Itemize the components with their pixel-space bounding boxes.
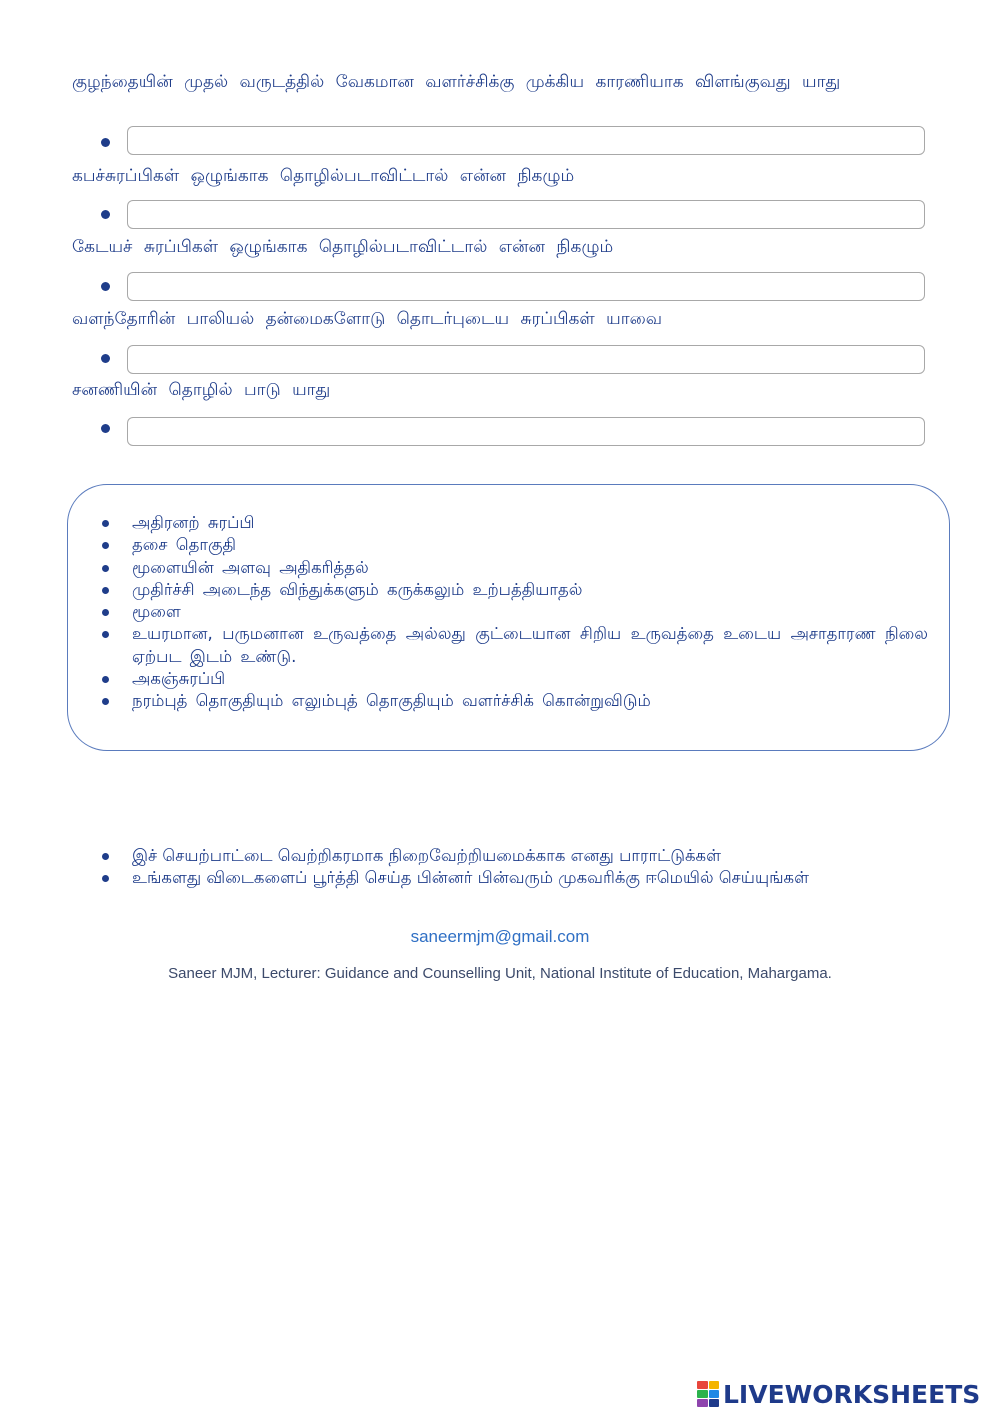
word-bank-item[interactable]: அதிரனற் சுரப்பி bbox=[96, 512, 928, 534]
author-credit: Saneer MJM, Lecturer: Guidance and Counselling Unit, National Institute of Education, Mahargama. bbox=[168, 965, 832, 982]
logo-cell bbox=[709, 1381, 720, 1389]
answer-input-1[interactable] bbox=[127, 126, 925, 155]
word-bank-item[interactable]: அகஞ்சுரப்பி bbox=[96, 668, 928, 690]
bullet-5 bbox=[101, 424, 110, 433]
contact-email[interactable]: saneermjm@gmail.com bbox=[410, 927, 590, 946]
answer-input-5[interactable] bbox=[127, 417, 925, 446]
answer-input-3[interactable] bbox=[127, 272, 925, 301]
question-2: கபச்சுரப்பிகள் ஒழுங்காக தொழில்படாவிட்டால் என்ன நிகழும் bbox=[72, 166, 575, 186]
bullet-3 bbox=[101, 282, 110, 291]
bullet-1 bbox=[101, 138, 110, 147]
word-bank-item[interactable]: தசை தொகுதி bbox=[96, 534, 928, 556]
logo-cell bbox=[709, 1399, 720, 1407]
logo-cell bbox=[709, 1390, 720, 1398]
note-item: உங்களது விடைகளைப் பூர்த்தி செய்த பின்னர் பின்வரும் முகவரிக்கு ஈமெயில் செய்யுங்கள் bbox=[96, 867, 876, 889]
closing-notes bbox=[96, 845, 876, 890]
bullet-4 bbox=[101, 354, 110, 363]
liveworksheets-brand bbox=[697, 1378, 980, 1410]
word-bank-item[interactable]: முதிர்ச்சி அடைந்த விந்துக்களும் கருக்கலும் உற்பத்தியாதல் bbox=[96, 579, 928, 601]
question-5: சனணியின் தொழில் பாடு யாது bbox=[72, 380, 331, 400]
logo-cell bbox=[697, 1381, 708, 1389]
liveworksheets-logo-icon bbox=[697, 1381, 719, 1407]
word-bank-item[interactable]: உயரமான, பருமனான உருவத்தை அல்லது குட்டையான சிறிய உருவத்தை உடைய அசாதாரண நிலை ஏற்பட இடம் உண்டு. bbox=[96, 623, 928, 668]
question-3: கேடயச் சுரப்பிகள் ஒழுங்காக தொழில்படாவிட்டால் என்ன நிகழும் bbox=[72, 237, 614, 257]
question-4: வளந்தோரின் பாலியல் தன்மைகளோடு தொடர்புடைய சுரப்பிகள் யாவை bbox=[72, 309, 662, 329]
bullet-2 bbox=[101, 210, 110, 219]
word-bank-item[interactable]: மூளை bbox=[96, 601, 928, 623]
answer-input-4[interactable] bbox=[127, 345, 925, 374]
word-bank-item[interactable]: நரம்புத் தொகுதியும் எலும்புத் தொகுதியும் வளர்ச்சிக் கொன்றுவிடும் bbox=[96, 690, 928, 712]
note-item: இச் செயற்பாட்டை வெற்றிகரமாக நிறைவேற்றியமைக்காக எனது பாராட்டுக்கள் bbox=[96, 845, 876, 867]
question-1: குழந்தையின் முதல் வருடத்தில் வேகமான வளர்ச்சிக்கு முக்கிய காரணியாக விளங்குவது யாது bbox=[72, 72, 841, 92]
word-bank-list bbox=[96, 512, 928, 713]
answer-input-2[interactable] bbox=[127, 200, 925, 229]
logo-cell bbox=[697, 1399, 708, 1407]
brand-name: LIVEWORKSHEETS bbox=[723, 1379, 981, 1409]
word-bank-item[interactable]: மூளையின் அளவு அதிகரித்தல் bbox=[96, 557, 928, 579]
logo-cell bbox=[697, 1390, 708, 1398]
